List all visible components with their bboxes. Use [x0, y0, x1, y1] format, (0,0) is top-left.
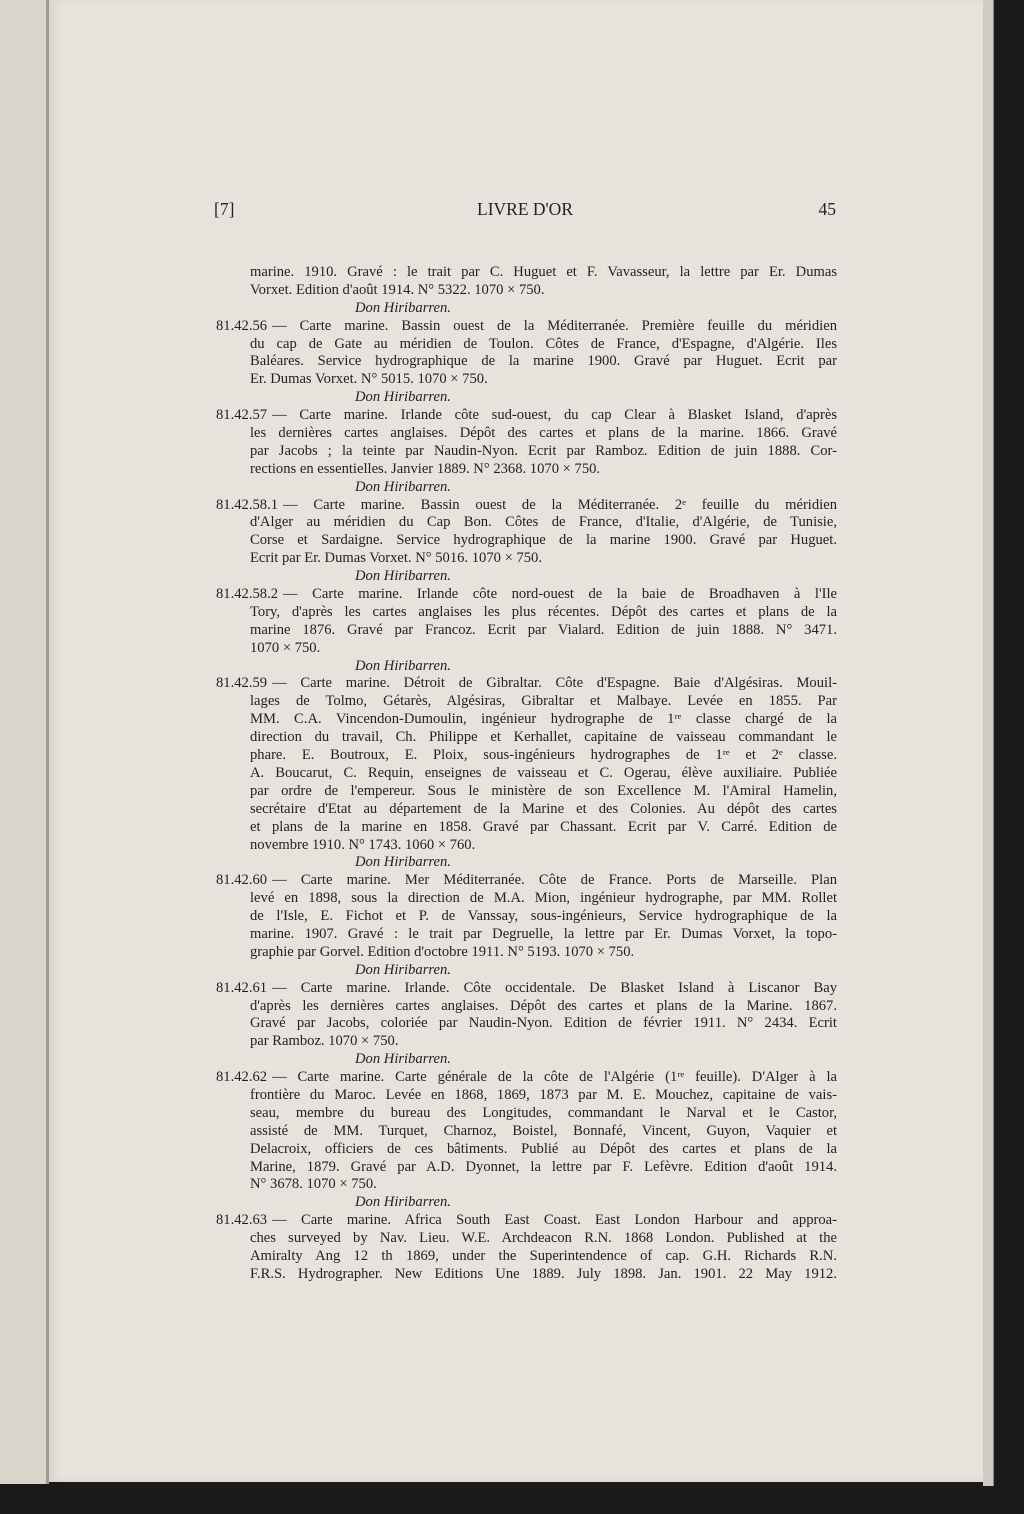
catalogue-entry	[216, 675, 837, 872]
entry-text: phare. E. Boutroux, E. Ploix, sous-ingénieurs hydrographes de 1ʳᵉ et 2ᵉ classe.	[250, 747, 837, 764]
entry-line	[216, 1266, 837, 1284]
entry-line	[216, 1105, 837, 1123]
entry-number: 81.42.61	[216, 979, 268, 996]
entry-line	[216, 1069, 837, 1087]
entry-text: — Carte marine. Carte générale de la côte de l'Algérie (1ʳᵉ feuille). D'Alger à la	[272, 1069, 837, 1086]
donor-credit: Don Hiribarren.	[355, 568, 451, 585]
entry-line	[216, 532, 837, 550]
entry-text: frontière du Maroc. Levée en 1868, 1869, 1873 par M. E. Mouchez, capitaine de vais-	[250, 1086, 837, 1103]
entry-text: MM. C.A. Vincendon-Dumoulin, ingénieur hydrographe de 1ʳᵉ classe chargé de la	[250, 711, 837, 728]
entry-line	[216, 1033, 837, 1051]
entry-text: Tory, d'après les cartes anglaises les plus récentes. Dépôt des cartes et plans de la	[250, 603, 837, 620]
page-edge	[983, 0, 994, 1486]
entry-number: 81.42.62	[216, 1069, 268, 1086]
entry-line	[216, 998, 837, 1016]
entry-text: Baléares. Service hydrographique de la marine 1900. Gravé par Huguet. Ecrit par	[250, 353, 837, 370]
entry-line	[216, 443, 837, 461]
catalogue-entry	[216, 586, 837, 675]
catalogue-entries	[216, 264, 837, 1284]
entry-text: graphie par Gorvel. Edition d'octobre 1911. N° 5193. 1070 × 750.	[250, 943, 635, 960]
entry-line	[216, 425, 837, 443]
entry-line	[216, 944, 837, 962]
page-number: 45	[818, 199, 836, 219]
entry-text: marine 1876. Gravé par Francoz. Ecrit par Vialard. Edition de juin 1888. N° 3471.	[250, 621, 837, 638]
donor-credit: Don Hiribarren.	[355, 389, 451, 406]
entry-line	[216, 1015, 837, 1033]
entry-text: 1070 × 750.	[250, 639, 321, 656]
entry-number: 81.42.57	[216, 407, 268, 424]
entry-line	[216, 765, 837, 783]
entry-line	[216, 514, 837, 532]
entry-line	[216, 890, 837, 908]
entry-text: N° 3678. 1070 × 750.	[250, 1176, 377, 1193]
entry-line	[216, 837, 837, 855]
entry-text: Gravé par Jacobs, coloriée par Naudin-Nyon. Edition de février 1911. N° 2434. Ecrit	[250, 1015, 837, 1032]
catalogue-entry	[216, 872, 837, 979]
entry-line	[216, 1159, 837, 1177]
entry-line	[216, 461, 837, 479]
entry-text: de l'Isle, E. Fichot et P. de Vanssay, sous-ingénieurs, Service hydrographique de la	[250, 908, 837, 925]
donor-credit: Don Hiribarren.	[355, 854, 451, 871]
entry-number: 81.42.58.1	[216, 496, 279, 513]
entry-line	[216, 1248, 837, 1266]
donor-credit: Don Hiribarren.	[355, 1051, 451, 1068]
entry-text: — Carte marine. Irlande côte sud-ouest, du cap Clear à Blasket Island, d'après	[272, 407, 837, 424]
entry-line	[216, 550, 837, 568]
entry-line	[216, 693, 837, 711]
entry-text: — Carte marine. Bassin ouest de la Méditerranée. 2ᵉ feuille du méridien	[283, 496, 837, 513]
entry-text: secrétaire d'Etat au département de la Marine et des Colonies. Au dépôt des cartes	[250, 800, 837, 817]
entry-line	[216, 1141, 837, 1159]
running-header	[214, 199, 836, 223]
catalogue-entry	[216, 980, 837, 1069]
facing-page-edge	[0, 0, 46, 1484]
donor-credit: Don Hiribarren.	[355, 1194, 451, 1211]
entry-text: ches surveyed by Nav. Lieu. W.E. Archdeacon R.N. 1868 London. Published at the	[250, 1230, 837, 1247]
entry-line	[216, 747, 837, 765]
donor-credit: Don Hiribarren.	[355, 961, 451, 978]
entry-line	[216, 318, 837, 336]
entry-line	[216, 622, 837, 640]
entry-text: Ecrit par Er. Dumas Vorxet. N° 5016. 1070 × 750.	[250, 550, 542, 567]
entry-text: d'Alger au méridien du Cap Bon. Côtes de France, d'Italie, d'Algérie, de Tunisie,	[250, 514, 837, 531]
entry-line	[216, 675, 837, 693]
entry-text: — Carte marine. Irlande côte nord-ouest de la baie de Broadhaven à l'Ile	[283, 586, 837, 603]
entry-line	[216, 1212, 837, 1230]
entry-line	[216, 711, 837, 729]
entry-text: F.R.S. Hydrographer. New Editions Une 1889. July 1898. Jan. 1901. 22 May 1912.	[250, 1265, 837, 1282]
entry-line	[216, 407, 837, 425]
entry-text: A. Boucarut, C. Requin, enseignes de vaisseau et C. Ogerau, élève auxiliaire. Publiée	[250, 764, 837, 781]
entry-text: — Carte marine. Mer Méditerranée. Côte de France. Ports de Marseille. Plan	[272, 872, 837, 889]
entry-text: lages de Tolmo, Gétarès, Algésiras, Gibraltar et Malbaye. Levée en 1855. Par	[250, 693, 837, 710]
entry-text: marine. 1907. Gravé : le trait par Degruelle, la lettre par Er. Dumas Vorxet, la topo-	[250, 925, 837, 942]
entry-line	[216, 819, 837, 837]
entry-line	[216, 783, 837, 801]
entry-line	[216, 1087, 837, 1105]
donor-credit: Don Hiribarren.	[355, 657, 451, 674]
entry-text: assisté de MM. Turquet, Charnoz, Boistel, Bonnafé, Vincent, Guyon, Vaquier et	[250, 1122, 837, 1139]
entry-line	[216, 604, 837, 622]
entry-text: seau, membre du bureau des Longitudes, commandant le Narval et le Castor,	[250, 1104, 837, 1121]
entry-line	[216, 926, 837, 944]
entry-number: 81.42.56	[216, 317, 268, 334]
section-number: [7]	[214, 199, 235, 219]
entry-line	[216, 282, 837, 300]
entry-text: et plans de la marine en 1858. Gravé par Chassant. Ecrit par V. Carré. Edition de	[250, 818, 837, 835]
entry-line	[216, 640, 837, 658]
entry-line	[216, 336, 837, 354]
entry-number: 81.42.63	[216, 1212, 268, 1229]
entry-text: marine. 1910. Gravé : le trait par C. Huguet et F. Vavasseur, la lettre par Er. Dumas	[250, 264, 837, 280]
entry-line	[216, 497, 837, 515]
entry-text: du cap de Gate au méridien de Toulon. Côtes de France, d'Espagne, d'Algérie. Iles	[250, 335, 837, 352]
catalogue-entry	[216, 407, 837, 496]
entry-text: novembre 1910. N° 1743. 1060 × 760.	[250, 836, 476, 853]
entry-text: rections en essentielles. Janvier 1889. N° 2368. 1070 × 750.	[250, 460, 601, 477]
entry-line	[216, 872, 837, 890]
running-title: LIVRE D'OR	[477, 199, 573, 219]
entry-text: Corse et Sardaigne. Service hydrographique de la marine 1900. Gravé par Huguet.	[250, 532, 837, 549]
entry-text: les dernières cartes anglaises. Dépôt des cartes et plans de la marine. 1866. Gravé	[250, 425, 837, 442]
entry-line	[216, 371, 837, 389]
entry-number: 81.42.59	[216, 675, 268, 692]
catalogue-entry	[216, 318, 837, 407]
entry-text: par Jacobs ; la teinte par Naudin-Nyon. Ecrit par Ramboz. Edition de juin 1888. Cor-	[250, 442, 837, 459]
entry-number: 81.42.58.2	[216, 586, 279, 603]
catalogue-entry	[216, 264, 837, 318]
entry-line	[216, 1230, 837, 1248]
entry-text: — Carte marine. Bassin ouest de la Méditerranée. Première feuille du méridien	[272, 317, 837, 334]
entry-text: Marine, 1879. Gravé par A.D. Dyonnet, la lettre par F. Lefèvre. Edition d'août 1914.	[250, 1158, 837, 1175]
donor-credit: Don Hiribarren.	[355, 299, 451, 316]
entry-text: — Carte marine. Irlande. Côte occidentale. De Blasket Island à Liscanor Bay	[272, 979, 837, 996]
entry-text: Er. Dumas Vorxet. N° 5015. 1070 × 750.	[250, 371, 488, 388]
entry-text: Vorxet. Edition d'août 1914. N° 5322. 1070 × 750.	[250, 281, 545, 298]
entry-line	[216, 353, 837, 371]
entry-text: direction du travail, Ch. Philippe et Kerhallet, capitaine de vaisseau commandant le	[250, 729, 837, 746]
entry-line	[216, 586, 837, 604]
entry-line	[216, 801, 837, 819]
catalogue-entry	[216, 1212, 837, 1284]
entry-line	[216, 1176, 837, 1194]
catalogue-entry	[216, 497, 837, 586]
entry-line	[216, 729, 837, 747]
entry-text: Delacroix, officiers de ces bâtiments. Publié au Dépôt des cartes et plans de la	[250, 1140, 837, 1157]
entry-text: — Carte marine. Africa South East Coast. East London Harbour and approa-	[272, 1212, 837, 1229]
entry-line	[216, 1123, 837, 1141]
entry-text: levé en 1898, sous la direction de M.A. Mion, ingénieur hydrographe, par MM. Rollet	[250, 890, 837, 907]
entry-text: Amiralty Ang 12 th 1869, under the Superintendence of cap. G.H. Richards R.N.	[250, 1247, 837, 1264]
catalogue-entry	[216, 1069, 837, 1212]
entry-text: d'après les dernières cartes anglaises. Dépôt des cartes et plans de la Marine. 1867.	[250, 997, 837, 1014]
entry-line	[216, 980, 837, 998]
entry-number: 81.42.60	[216, 872, 268, 889]
entry-line	[216, 908, 837, 926]
entry-line	[216, 264, 837, 282]
donor-credit: Don Hiribarren.	[355, 478, 451, 495]
entry-text: par Ramboz. 1070 × 750.	[250, 1033, 399, 1050]
entry-text: — Carte marine. Détroit de Gibraltar. Côte d'Espagne. Baie d'Algésiras. Mouil-	[272, 675, 837, 692]
entry-text: par ordre de l'empereur. Sous le ministère de son Excellence M. l'Amiral Hamelin,	[250, 782, 837, 799]
